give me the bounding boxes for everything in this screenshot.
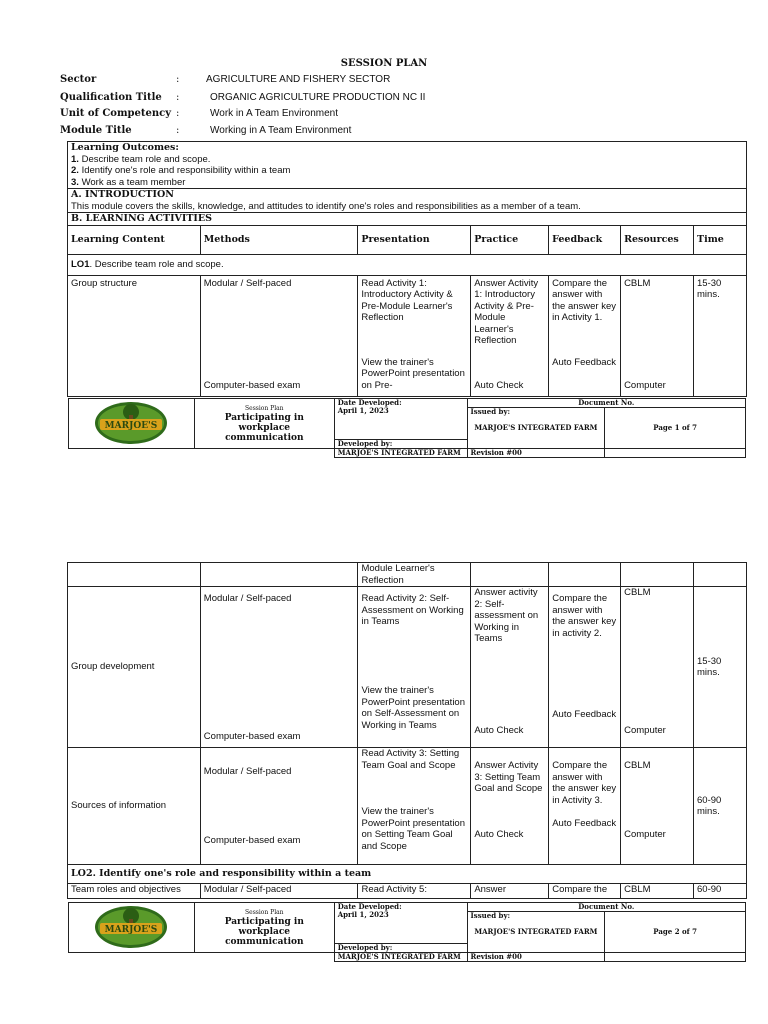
footer-date-label: Date Developed: xyxy=(337,398,402,407)
lo1-number: LO1 xyxy=(71,258,90,270)
footer-developed-by: Developed by: xyxy=(337,942,393,952)
header-label-module: Module Title xyxy=(60,125,132,136)
footer-issuer: MARJOE'S INTEGRATED FARM xyxy=(474,423,598,432)
feedback-cell xyxy=(549,748,621,865)
header-colon: : xyxy=(176,92,180,103)
lo1-row xyxy=(68,254,747,275)
feedback-compare: Compare the answer with the answer key in Activity 3. xyxy=(552,760,617,806)
resource-computer: Computer xyxy=(624,379,666,391)
practice-cell xyxy=(471,748,549,865)
footer-issued-by: Issued by: xyxy=(470,407,511,416)
footer-revision: Revision #00 xyxy=(467,449,605,458)
learning-activities-heading: B. LEARNING ACTIVITIES xyxy=(68,213,747,226)
page-footer xyxy=(68,398,746,458)
footer-page-number: Page 2 of 7 xyxy=(605,912,746,953)
feedback-cell xyxy=(549,587,621,748)
continued-feedback xyxy=(549,563,621,587)
continued-content xyxy=(68,563,201,587)
continued-practice xyxy=(471,563,549,587)
marjoes-logo-icon xyxy=(92,400,170,446)
outcome-number: 1. xyxy=(71,153,79,165)
footer-issued-cell xyxy=(467,408,605,449)
feedback-auto: Auto Feedback xyxy=(552,709,617,720)
presentation-cell xyxy=(358,275,471,396)
header-label-sector: Sector xyxy=(60,74,97,85)
resource-cblm: CBLM xyxy=(621,884,694,899)
outcome-number: 2. xyxy=(71,165,79,176)
practice-auto-check: Auto Check xyxy=(474,829,524,840)
footer-course-title: Participating in workplace communication xyxy=(224,412,304,443)
resources-cell xyxy=(621,587,694,748)
header-value-qualification: ORGANIC AGRICULTURE PRODUCTION NC II xyxy=(210,92,426,103)
presentation-read: Read Activity 5: xyxy=(358,884,471,899)
content-team-roles: Team roles and objectives xyxy=(68,884,201,899)
learning-outcomes-heading: Learning Outcomes: xyxy=(71,142,179,153)
footer-issued-by: Issued by: xyxy=(470,911,511,920)
footer-date: April 1, 2023 xyxy=(337,910,389,919)
method-modular: Modular / Self-paced xyxy=(203,593,292,604)
presentation-view: View the trainer's PowerPoint presentation on Self-Assessment on Working in Teams xyxy=(361,685,465,731)
footer-date-cell xyxy=(334,399,467,440)
session-plan-table-page2 xyxy=(67,562,747,899)
resources-cell xyxy=(621,748,694,865)
footer-date: April 1, 2023 xyxy=(337,406,389,415)
footer-revision: Revision #00 xyxy=(467,953,605,962)
footer-page-number: Page 1 of 7 xyxy=(605,408,746,449)
practice-answer: Answer Activity 1: Introductory Activity & Pre-Module Learner's Reflection xyxy=(474,277,539,346)
feedback-auto: Auto Feedback xyxy=(552,818,617,829)
col-resources: Resources xyxy=(621,225,694,254)
resource-computer: Computer xyxy=(624,829,666,840)
col-feedback: Feedback xyxy=(549,225,621,254)
practice-cell xyxy=(471,587,549,748)
continued-resources xyxy=(621,563,694,587)
logo-text: MARJOE'S xyxy=(105,924,158,935)
footer-logo-cell xyxy=(69,903,195,953)
header-colon: : xyxy=(176,108,180,119)
time-cell: 60-90 mins. xyxy=(694,748,747,865)
introduction-heading: A. INTRODUCTION xyxy=(71,189,174,200)
resource-cblm: CBLM xyxy=(624,760,651,771)
footer-session-plan: Session Plan xyxy=(245,908,284,916)
method-modular: Modular / Self-paced xyxy=(200,884,358,899)
logo-text: MARJOE'S xyxy=(105,420,158,431)
content-group-structure: Group structure xyxy=(68,275,201,396)
methods-cell xyxy=(200,748,358,865)
practice-cell xyxy=(471,275,549,396)
feedback-compare: Compare the xyxy=(549,884,621,899)
presentation-cell xyxy=(358,748,471,865)
lo2-row: LO2. Identify one's role and responsibility within a team xyxy=(68,865,747,884)
footer-date-label: Date Developed: xyxy=(337,902,402,911)
content-sources-of-information: Sources of information xyxy=(68,748,201,865)
continued-presentation: Module Learner's Reflection xyxy=(358,563,471,587)
time-cell: 15-30 mins. xyxy=(694,587,747,748)
footer-logo-cell xyxy=(69,399,195,449)
continued-methods xyxy=(200,563,358,587)
methods-cell xyxy=(200,587,358,748)
col-practice: Practice xyxy=(471,225,549,254)
page-title: SESSION PLAN xyxy=(340,58,428,69)
footer-session-plan: Session Plan xyxy=(245,404,284,412)
time-cell: 15-30 mins. xyxy=(694,275,747,396)
method-computer-exam: Computer-based exam xyxy=(203,835,301,846)
continued-time xyxy=(694,563,747,587)
footer-course-title: Participating in workplace communication xyxy=(224,916,304,947)
practice-answer: Answer activity 2: Self-assessment on Working in Teams xyxy=(474,587,539,644)
col-methods: Methods xyxy=(200,225,358,254)
introduction-cell xyxy=(68,189,747,213)
method-modular: Modular / Self-paced xyxy=(203,766,292,777)
feedback-compare: Compare the answer with the answer key in activity 2. xyxy=(552,593,617,639)
resource-cblm: CBLM xyxy=(624,277,651,289)
resource-computer: Computer xyxy=(624,725,666,736)
header-colon: : xyxy=(176,125,180,136)
outcome-number: 3. xyxy=(71,176,79,188)
footer-issuer: MARJOE'S INTEGRATED FARM xyxy=(474,927,598,936)
col-time: Time xyxy=(694,225,747,254)
header-label-unit: Unit of Competency xyxy=(60,108,172,119)
practice-auto-check: Auto Check xyxy=(474,379,524,391)
resources-cell xyxy=(621,275,694,396)
resource-cblm: CBLM xyxy=(624,587,651,598)
feedback-cell xyxy=(549,275,621,396)
header-value-module: Working in A Team Environment xyxy=(210,125,352,136)
header-label-qualification: Qualification Title xyxy=(60,92,162,103)
header-value-unit: Work in A Team Environment xyxy=(210,108,339,119)
methods-cell xyxy=(200,275,358,396)
method-computer-exam: Computer-based exam xyxy=(203,731,301,742)
lo1-text: . Describe team role and scope. xyxy=(89,258,224,270)
feedback-auto: Auto Feedback xyxy=(552,356,617,368)
practice-answer: Answer Activity 3: Setting Team Goal and Scope xyxy=(474,760,543,794)
time-cell: 60-90 xyxy=(694,884,747,899)
footer-doc-no: Document No. xyxy=(467,903,745,912)
learning-outcomes-cell xyxy=(68,142,747,189)
marjoes-logo-icon xyxy=(92,904,170,950)
outcome-text: Describe team role and scope. xyxy=(78,153,211,165)
practice-answer: Answer xyxy=(471,884,549,899)
footer-issued-cell xyxy=(467,912,605,953)
presentation-view: View the trainer's PowerPoint presentation on Setting Team Goal and Scope xyxy=(361,806,465,852)
page-footer xyxy=(68,902,746,962)
session-plan-table-page1 xyxy=(67,141,747,397)
header-colon: : xyxy=(176,74,180,85)
footer-title-cell xyxy=(194,399,334,449)
footer-date-cell xyxy=(334,903,467,944)
col-learning-content: Learning Content xyxy=(68,225,201,254)
feedback-compare: Compare the answer with the answer key in Activity 1. xyxy=(552,277,617,323)
practice-auto-check: Auto Check xyxy=(474,725,524,736)
method-modular: Modular / Self-paced xyxy=(203,277,292,289)
header-value-sector: AGRICULTURE AND FISHERY SECTOR xyxy=(206,74,391,85)
footer-developer: MARJOE'S INTEGRATED FARM xyxy=(334,953,467,962)
introduction-text: This module covers the skills, knowledge, and attitudes to identify one's roles and responsibilities as a member of a team. xyxy=(71,200,581,212)
presentation-read: Read Activity 1: Introductory Activity & Pre-Module Learner's Reflection xyxy=(361,277,453,323)
presentation-read: Read Activity 2: Self-Assessment on Working in Teams xyxy=(361,593,464,627)
presentation-read: Read Activity 3: Setting Team Goal and Scope xyxy=(361,748,460,771)
outcome-text: Identify one's role and responsibility within a team xyxy=(78,165,291,176)
footer-developed-by: Developed by: xyxy=(337,438,393,448)
presentation-view: View the trainer's PowerPoint presentation on Pre- xyxy=(361,356,465,391)
footer-title-cell xyxy=(194,903,334,953)
footer-doc-no: Document No. xyxy=(467,399,745,408)
footer-developer: MARJOE'S INTEGRATED FARM xyxy=(334,449,467,458)
col-presentation: Presentation xyxy=(358,225,471,254)
method-computer-exam: Computer-based exam xyxy=(203,379,301,391)
content-group-development: Group development xyxy=(68,587,201,748)
presentation-cell xyxy=(358,587,471,748)
outcome-text: Work as a team member xyxy=(78,176,186,188)
